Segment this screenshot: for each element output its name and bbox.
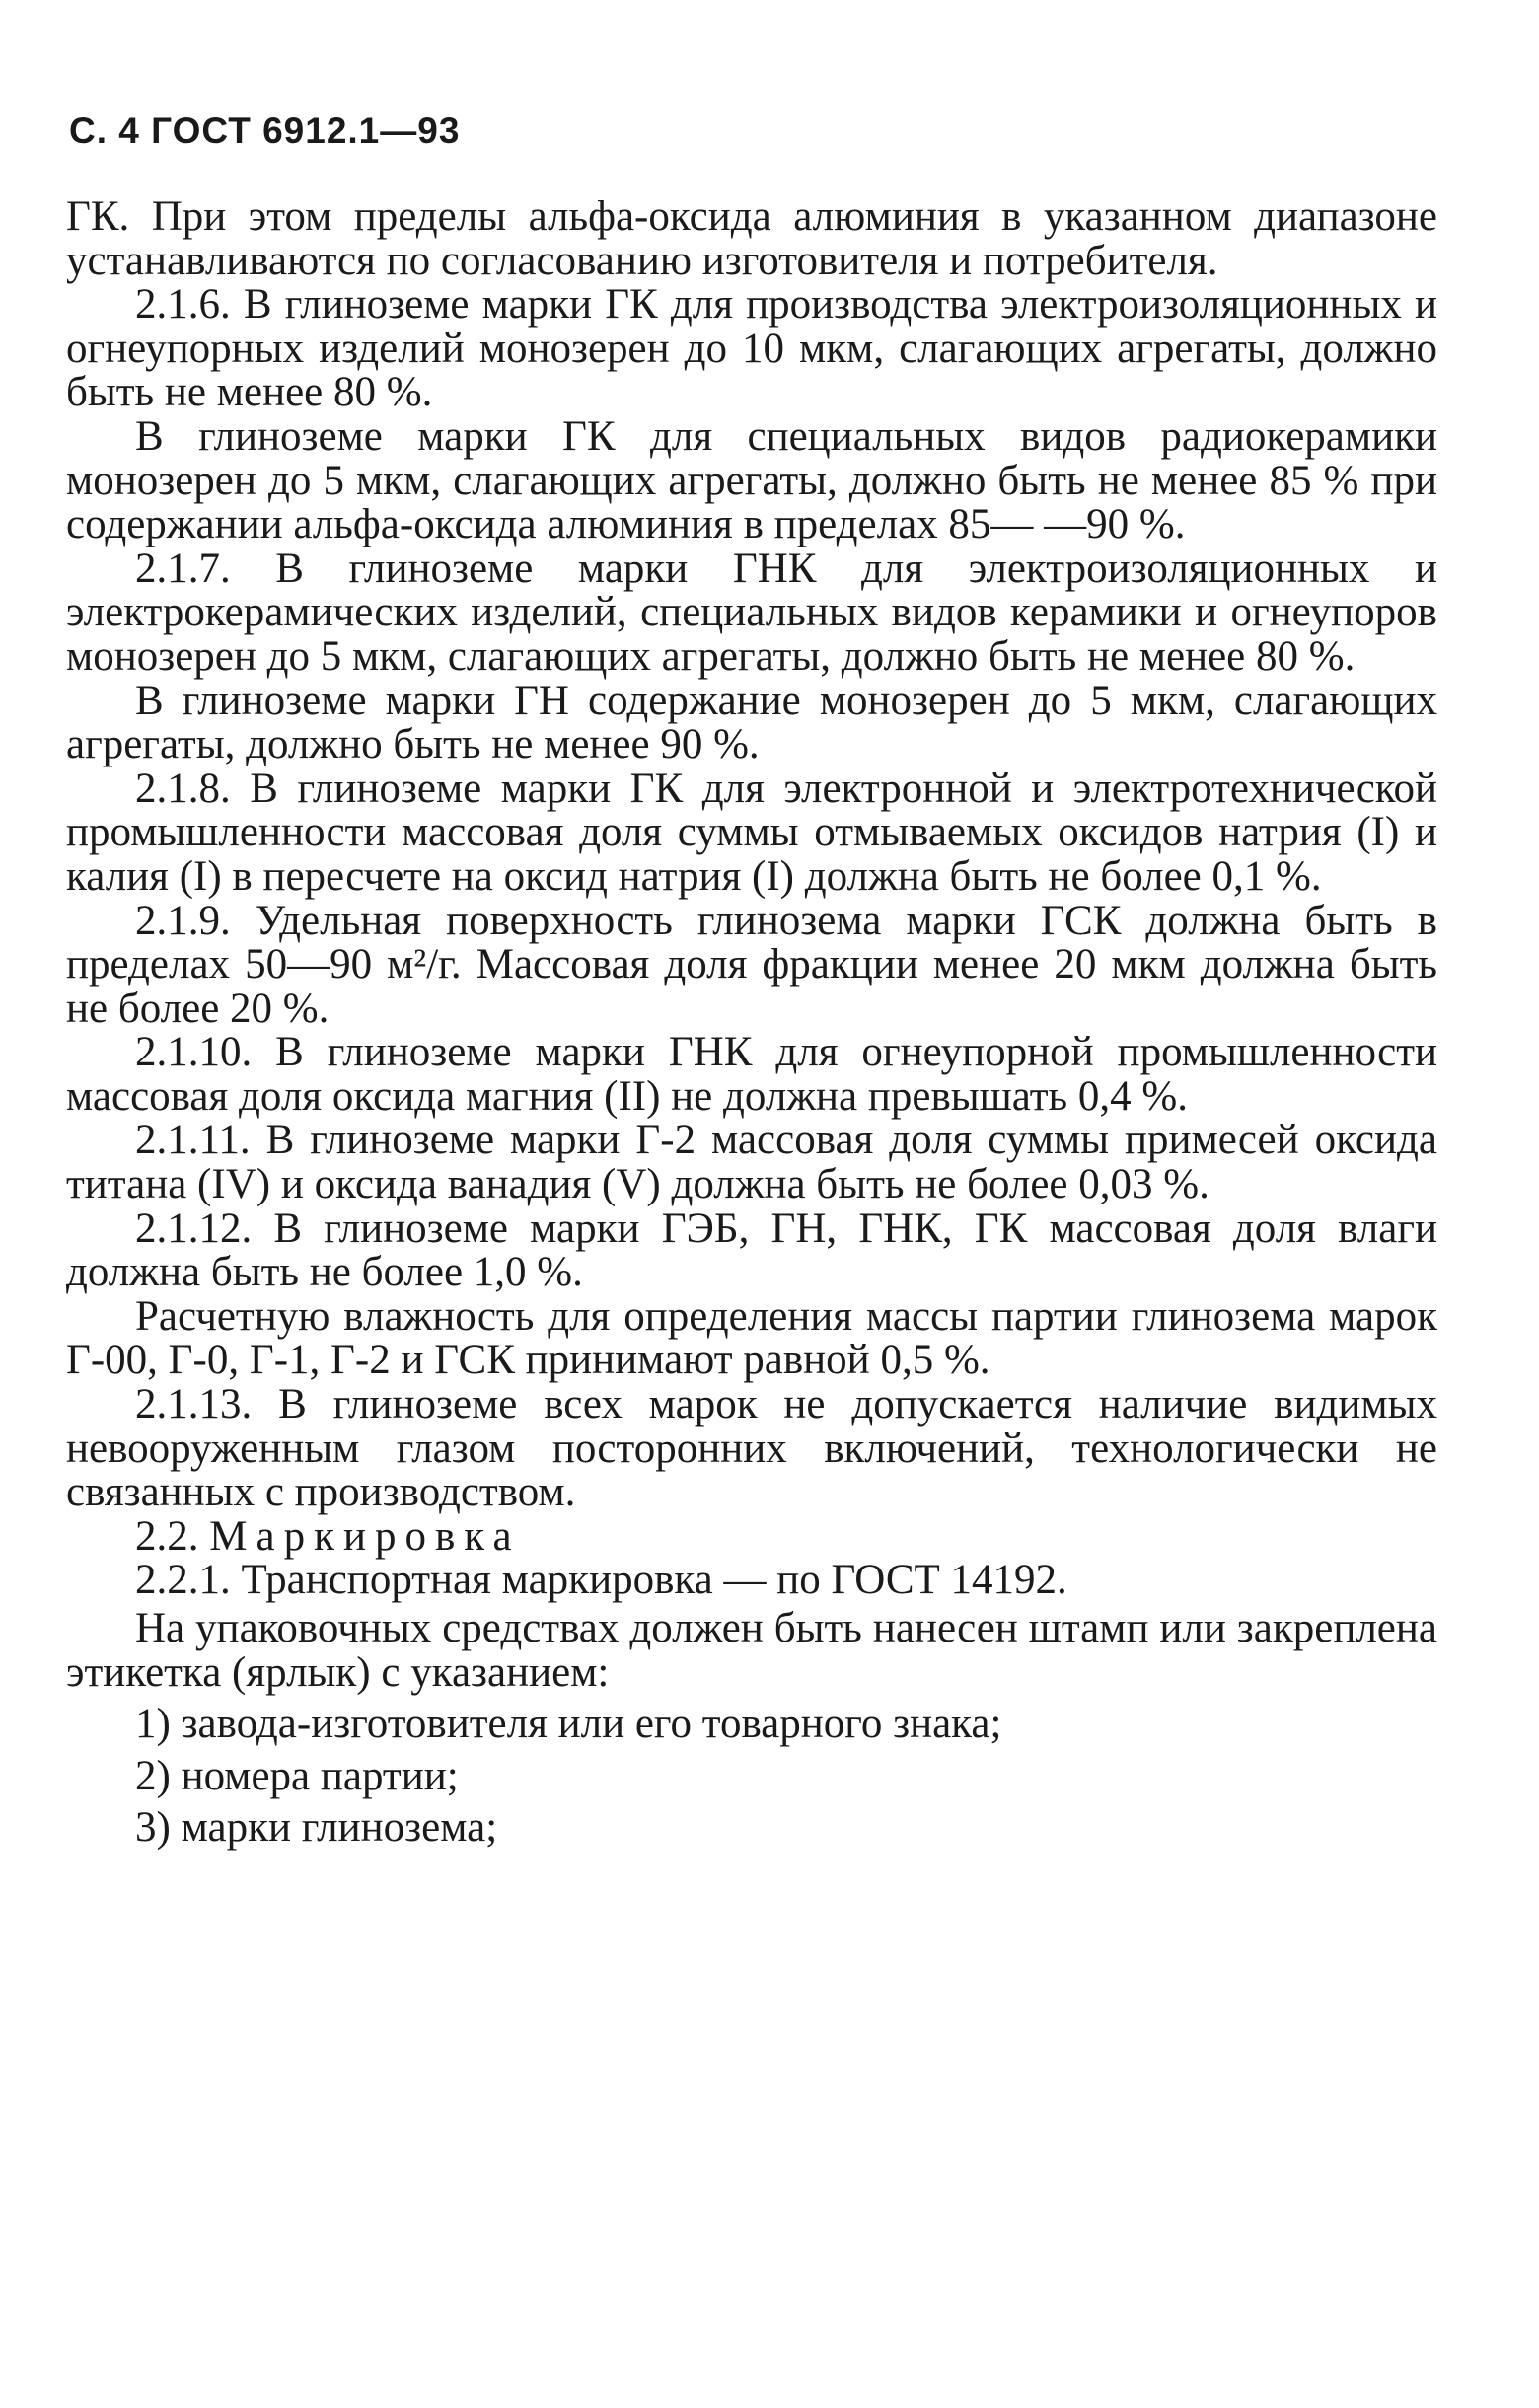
section-title: Маркировка <box>209 1512 521 1560</box>
paragraph-radioceramics: В глиноземе марки ГК для специальных видов радиокерамики монозерен до 5 мкм, слагающих агрегаты, должно быть не менее 85 % при содержании альфа-оксида алюминия в пределах 85— —90 %. <box>66 412 1437 548</box>
paragraph-continuation: ГК. При этом пределы альфа-оксида алюминия в указанном диапазоне устанавливаются по согласованию изготовителя и потребителя. <box>66 193 1437 284</box>
paragraph-2-1-10: 2.1.10. В глиноземе марки ГНК для огнеупорной промышленности массовая доля оксида магния (II) не должна превышать 0,4 %. <box>66 1029 1437 1120</box>
paragraph-2-1-12: 2.1.12. В глиноземе марки ГЭБ, ГН, ГНК, ГК массовая доля влаги должна быть не более 1,0 %. <box>66 1204 1437 1296</box>
paragraph-packaging: На упаковочных средствах должен быть нанесен штамп или закреплена этикетка (ярлык) с указанием: <box>66 1605 1437 1696</box>
paragraph-2-2-1: 2.2.1. Транспортная маркировка — по ГОСТ 14192. <box>135 1557 1067 1604</box>
list-item: 2) номера партии; <box>135 1752 459 1799</box>
paragraph-2-1-9: 2.1.9. Удельная поверхность глинозема марки ГСК должна быть в пределах 50—90 м²/г. Массовая доля фракции менее 20 мкм должна быть не более 20 %. <box>66 897 1437 1032</box>
section-heading <box>66 1512 1437 1560</box>
list-item: 3) марки глинозема; <box>135 1804 498 1852</box>
paragraph-humidity: Расчетную влажность для определения массы партии глинозема марок Г-00, Г-0, Г-1, Г-2 и ГСК принимают равной 0,5 %. <box>66 1292 1437 1384</box>
page-header: С. 4 ГОСТ 6912.1—93 <box>69 110 461 151</box>
paragraph-2-1-11: 2.1.11. В глиноземе марки Г-2 массовая доля суммы примесей оксида титана (IV) и оксида ванадия (V) должна быть не более 0,03 %. <box>66 1117 1437 1208</box>
paragraph-gn: В глиноземе марки ГН содержание монозерен до 5 мкм, слагающих агрегаты, должно быть не менее 90 %. <box>66 677 1437 768</box>
list-item: 1) завода-изготовителя или его товарного знака; <box>135 1701 1002 1748</box>
paragraph-2-1-7: 2.1.7. В глиноземе марки ГНК для электроизоляционных и электрокерамических изделий, специальных видов керамики и огнеупоров монозерен до 5 мкм, слагающих агрегаты, должно быть не менее 80 %. <box>66 545 1437 680</box>
paragraph-2-1-6: 2.1.6. В глиноземе марки ГК для производства электроизоляционных и огнеупорных изделий монозерен до 10 мкм, слагающих агрегаты, должно быть не менее 80 %. <box>66 281 1437 416</box>
document-body <box>66 195 1437 1851</box>
section-number: 2.2. <box>135 1512 199 1560</box>
paragraph-2-1-13: 2.1.13. В глиноземе всех марок не допускается наличие видимых невооруженным глазом посторонних включений, технологически не связанных с производством. <box>66 1381 1437 1516</box>
paragraph-2-1-8: 2.1.8. В глиноземе марки ГК для электронной и электротехнической промышленности массовая доля суммы отмываемых оксидов натрия (I) и калия (I) в пересчете на оксид натрия (I) должна быть не более 0,1 %. <box>66 765 1437 900</box>
